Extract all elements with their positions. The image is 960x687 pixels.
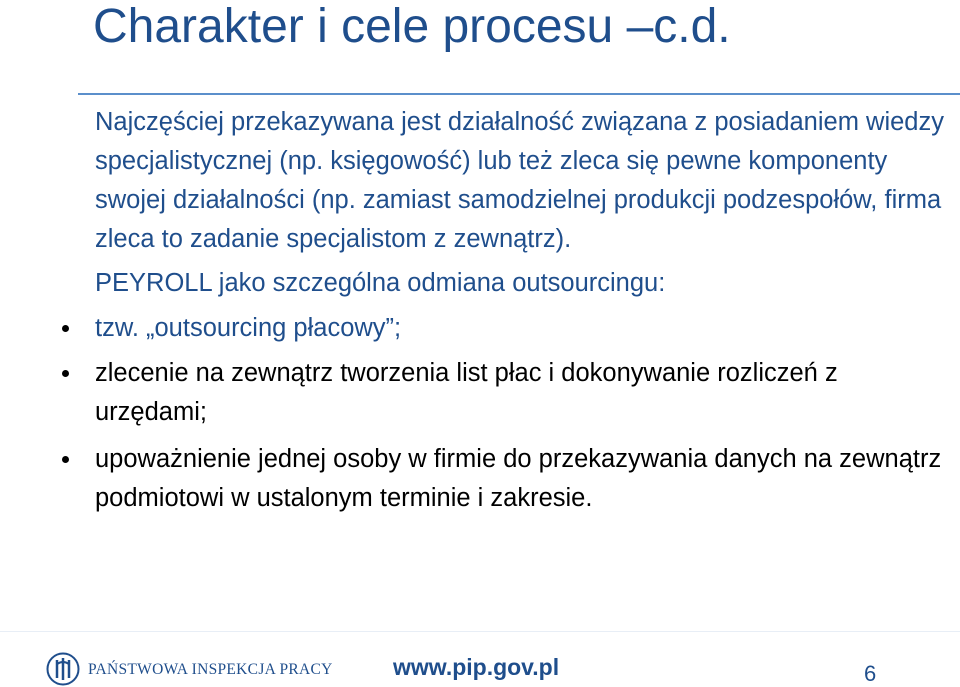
bullet-text: tzw. „outsourcing płacowy”; [95, 314, 402, 342]
page-number: 6 [864, 661, 877, 686]
bullet-text: zlecenie na zewnątrz tworzenia list płac i dokonywanie rozliczeń z urzędami; [95, 359, 838, 426]
bullet-text: upoważnienie jednej osoby w firmie do przekazywania danych na zewnątrz podmiotowi w ustalonym terminie i zakresie. [95, 445, 942, 512]
slide-title: Charakter i cele procesu –c.d. [93, 0, 731, 53]
bullet-item [95, 309, 945, 348]
organization-name: PAŃSTWOWA INSPEKCJA PRACY [88, 661, 333, 678]
bullet-icon [62, 456, 69, 463]
bullet-item [95, 440, 945, 518]
bullet-list [95, 309, 945, 518]
website-link[interactable]: www.pip.gov.pl [393, 654, 560, 680]
slide-body [95, 103, 945, 518]
title-divider [78, 93, 960, 95]
bullet-icon [62, 370, 69, 377]
pip-emblem-icon [46, 652, 80, 686]
bullet-icon [62, 325, 69, 332]
payroll-heading: PEYROLL jako szczególna odmiana outsourcingu: [95, 269, 666, 297]
bullet-item [95, 354, 945, 432]
footer-divider [0, 631, 960, 632]
intro-paragraph: Najczęściej przekazywana jest działalność związana z posiadaniem wiedzy specjalistycznej (np. księgowość) lub też zleca się pewne komponenty swojej działalności (np. zamiast samodzielnej produkcji podzespołów, firma zleca to zadanie specjalistom z zewnątrz). [95, 108, 944, 253]
